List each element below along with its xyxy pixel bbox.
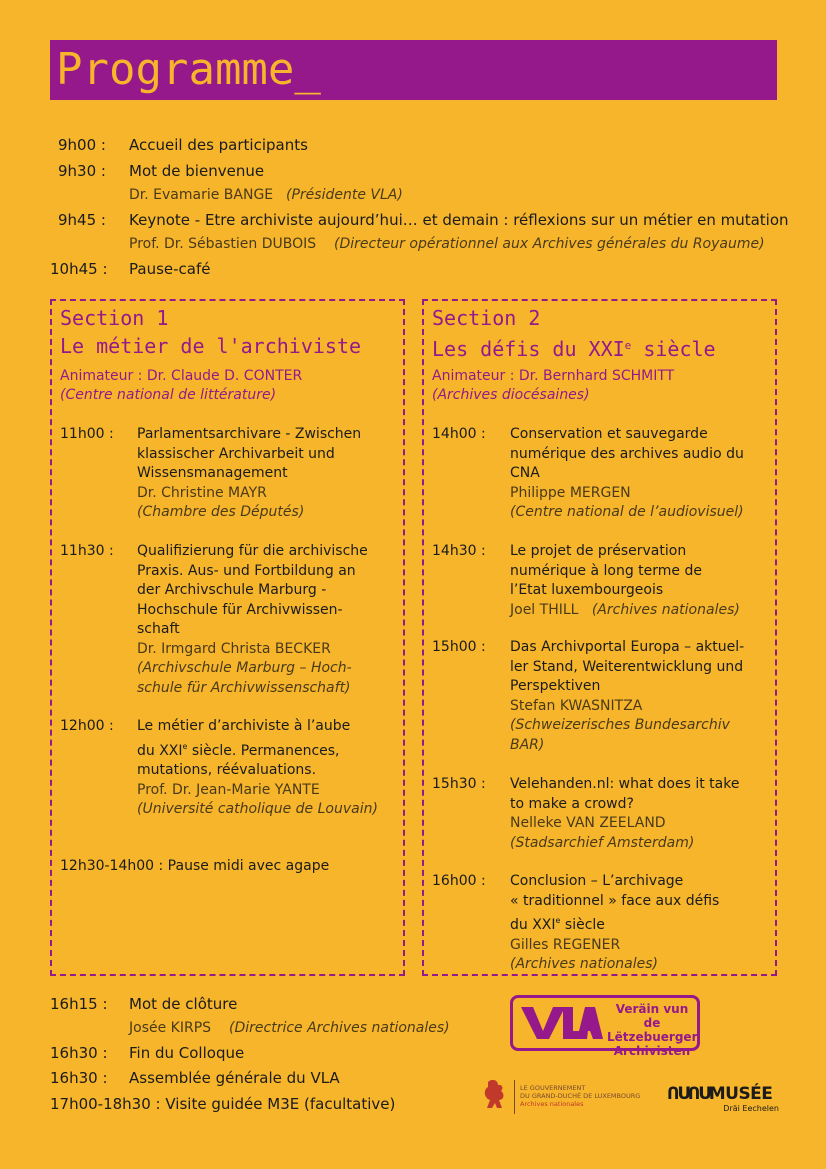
- affiliation: (Archivschule Marburg – Hoch-: [137, 660, 352, 676]
- speaker: Prof. Dr. Sébastien DUBOIS: [129, 236, 317, 252]
- section-1-subtitle: Le métier de l'archiviste: [60, 334, 362, 358]
- talk-title-line: der Archivschule Marburg -: [137, 582, 327, 598]
- title-bar: [50, 40, 777, 100]
- affiliation: (Chambre des Députés): [137, 504, 305, 520]
- affiliation: (Centre national de l’audiovisuel): [510, 504, 744, 520]
- musee-subtitle: Dräi Eechelen: [723, 1104, 779, 1113]
- vla-logo: [510, 995, 700, 1058]
- talk-title-line: numérique à long terme de: [510, 562, 702, 579]
- talk-title-line: Das Archivportal Europa – aktuel-: [510, 639, 745, 655]
- time: 11h00 :: [60, 426, 114, 442]
- affiliation: (Stadsarchief Amsterdam): [510, 834, 695, 851]
- speaker: Dr. Irmgard Christa BECKER: [137, 640, 331, 657]
- time: 9h30 :: [58, 162, 106, 180]
- affiliation: BAR): [510, 736, 545, 753]
- time: 14h00 :: [432, 426, 486, 442]
- divider: [514, 1080, 515, 1114]
- talk-title-line: du XXIe siècle: [510, 916, 605, 933]
- talk-title-line: « traditionnel » face aux défis: [510, 892, 720, 909]
- event-text: 17h00-18h30 : Visite guidée M3E (facultative): [50, 1095, 396, 1113]
- time: 16h15 :: [50, 995, 108, 1013]
- gov-line: DU GRAND-DUCHÉ DE LUXEMBOURG: [520, 1092, 641, 1100]
- government-logo: [480, 1078, 650, 1118]
- talk-item: [60, 542, 400, 702]
- time: 16h30 :: [50, 1069, 108, 1087]
- speaker: Dr. Evamarie BANGE: [129, 187, 274, 203]
- talk-item: [60, 717, 400, 817]
- event-text: Accueil des participants: [129, 136, 308, 154]
- section-1-animator-affiliation: (Centre national de littérature): [60, 387, 277, 403]
- talk-title-line: Le projet de préservation: [510, 543, 687, 559]
- affiliation: (Université catholique de Louvain): [137, 801, 378, 817]
- time: 10h45 :: [50, 260, 108, 278]
- page-title: Programme_: [56, 44, 321, 95]
- affiliation: (Présidente VLA): [286, 187, 403, 203]
- talk-item: [60, 425, 400, 525]
- talk-title-line: numérique des archives audio du: [510, 445, 744, 462]
- talk-title-line: Le métier d’archiviste à l’aube: [137, 718, 351, 734]
- time: 16h30 :: [50, 1044, 108, 1062]
- talk-item: [432, 775, 772, 855]
- lion-icon: [480, 1078, 510, 1114]
- talk-title-line: Parlamentsarchivare - Zwischen: [137, 426, 362, 442]
- talk-title-line: Praxis. Aus- und Fortbildung an: [137, 562, 356, 579]
- event-text: Fin du Colloque: [129, 1044, 245, 1062]
- vla-name: Veräin vun de Lëtzebuerger Archivisten: [607, 1002, 698, 1058]
- speaker: Gilles REGENER: [510, 936, 621, 953]
- talk-title-line: Hochschule für Archivwissen-: [137, 601, 343, 618]
- event-text: Pause-café: [129, 260, 211, 278]
- speaker: Joel THILL: [510, 601, 579, 618]
- talk-item: [432, 542, 772, 622]
- event-text: Mot de bienvenue: [129, 162, 265, 180]
- affiliation: (Archives nationales): [591, 601, 740, 618]
- section-2-animator-affiliation: (Archives diocésaines): [432, 387, 590, 403]
- talk-title-line: ler Stand, Weiterentwicklung und: [510, 658, 744, 675]
- time: 11h30 :: [60, 543, 114, 559]
- affiliation: (Directeur opérationnel aux Archives générales du Royaume): [334, 236, 765, 252]
- affiliation: schule für Archivwissenschaft): [137, 679, 351, 696]
- talk-title-line: Velehanden.nl: what does it take: [510, 776, 740, 792]
- event-text: Mot de clôture: [129, 995, 238, 1013]
- vla-mark-icon: [519, 1003, 603, 1043]
- talk-title-line: Conservation et sauvegarde: [510, 426, 708, 442]
- time: 14h30 :: [432, 543, 486, 559]
- speaker: Philippe MERGEN: [510, 484, 631, 501]
- talk-title-line: Wissensmanagement: [137, 465, 288, 481]
- section-2-title: Section 2: [432, 306, 541, 330]
- time: 9h00 :: [58, 136, 106, 154]
- talk-item: [432, 638, 772, 758]
- section-2-animator: Animateur : Dr. Bernhard SCHMITT: [432, 368, 675, 384]
- time: 12h00 :: [60, 718, 114, 734]
- talk-title-line: schaft: [137, 621, 180, 637]
- speaker: Prof. Dr. Jean-Marie YANTE: [137, 781, 320, 798]
- time: 15h30 :: [432, 776, 486, 792]
- talk-item: [432, 872, 772, 972]
- talk-title-line: klassischer Archivarbeit und: [137, 445, 335, 462]
- talk-title-line: Conclusion – L’archivage: [510, 873, 684, 889]
- section-2-subtitle: Les défis du XXIe siècle: [432, 337, 716, 361]
- gov-subline: Archives nationales: [520, 1100, 584, 1108]
- affiliation: (Archives nationales): [510, 956, 659, 972]
- lunch-break: 12h30-14h00 : Pause midi avec agape: [60, 858, 330, 874]
- talk-title-line: Qualifizierung für die archivische: [137, 543, 368, 559]
- event-text: Assemblée générale du VLA: [129, 1069, 340, 1087]
- talk-title-line: Perspektiven: [510, 678, 601, 694]
- time: 15h00 :: [432, 639, 486, 655]
- speaker: Nelleke VAN ZEELAND: [510, 815, 666, 831]
- speaker: Josée KIRPS: [129, 1020, 212, 1036]
- talk-item: [432, 425, 772, 525]
- affiliation: (Schweizerisches Bundesarchiv: [510, 717, 730, 733]
- talk-title-line: mutations, réévaluations.: [137, 762, 317, 778]
- section-1-animator: Animateur : Dr. Claude D. CONTER: [60, 368, 303, 384]
- speaker: Stefan KWASNITZA: [510, 697, 643, 714]
- affiliation: (Directrice Archives nationales): [229, 1020, 450, 1036]
- talk-title-line: CNA: [510, 465, 540, 481]
- gov-line: LE GOUVERNEMENT: [520, 1084, 586, 1092]
- talk-title-line: du XXIe siècle. Permanences,: [137, 741, 340, 759]
- section-1-title: Section 1: [60, 306, 169, 330]
- time: 16h00 :: [432, 873, 486, 889]
- talk-title-line: to make a crowd?: [510, 795, 634, 812]
- musee-name: MUSÉE: [708, 1084, 773, 1104]
- speaker: Dr. Christine MAYR: [137, 484, 267, 501]
- musee-mark-icon: ՈՍՈՍ: [667, 1084, 709, 1104]
- talk-title-line: l’Etat luxembourgeois: [510, 582, 664, 598]
- event-text: Keynote - Etre archiviste aujourd’hui… et demain : réflexions sur un métier en mutation: [129, 211, 789, 229]
- musee-logo: [667, 1084, 779, 1116]
- time: 9h45 :: [58, 211, 106, 229]
